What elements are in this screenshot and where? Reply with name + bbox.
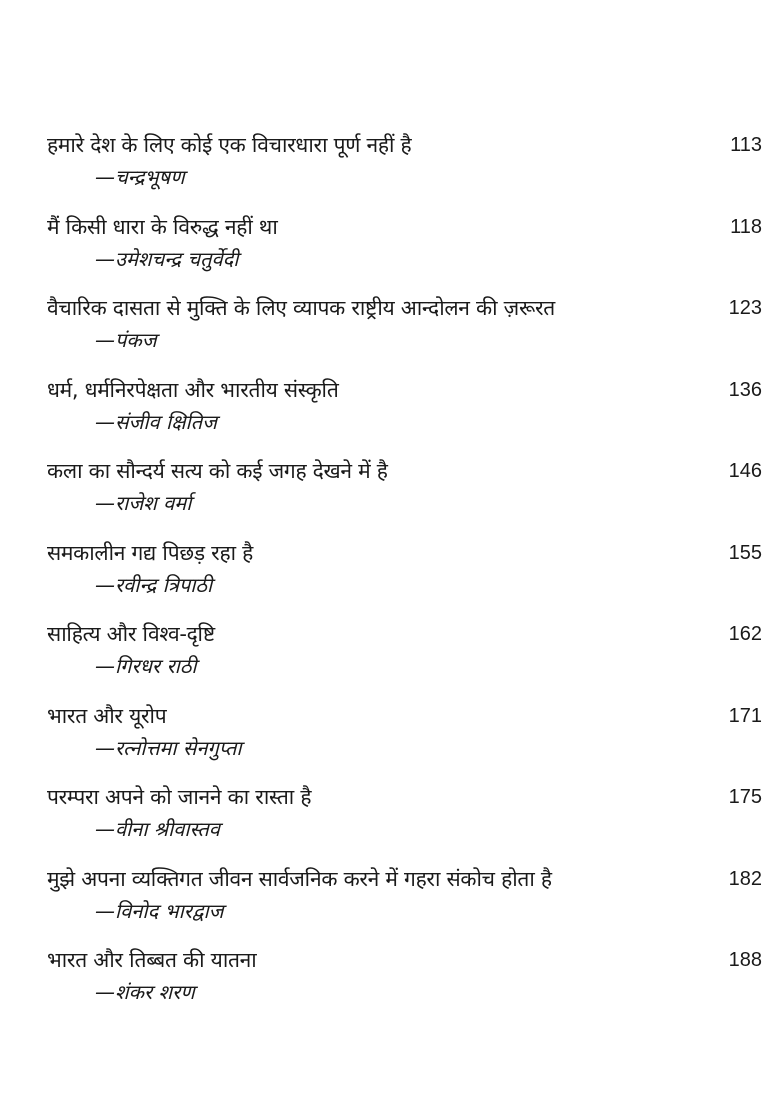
entry-author: —विनोद भारद्वाज (95, 898, 224, 923)
toc-entry[interactable] (47, 454, 762, 536)
toc-entry[interactable] (47, 373, 762, 455)
toc-entry[interactable] (47, 862, 762, 944)
toc-entry[interactable] (47, 617, 762, 699)
entry-page-number: 155 (728, 541, 762, 564)
entry-page-number: 182 (728, 867, 762, 890)
toc-entry[interactable] (47, 210, 762, 292)
entry-title: परम्परा अपने को जानने का रास्ता है (47, 785, 312, 809)
entry-title: मुझे अपना व्यक्तिगत जीवन सार्वजनिक करने में गहरा संकोच होता है (47, 866, 552, 891)
toc-entry[interactable] (47, 943, 762, 1025)
toc-entry[interactable] (47, 536, 762, 618)
entry-page-number: 162 (728, 623, 762, 645)
entry-title: वैचारिक दासता से मुक्ति के लिए व्यापक राष्ट्रीय आन्दोलन की ज़रूरत (47, 296, 555, 320)
entry-page-number: 113 (730, 134, 762, 156)
entry-title: समकालीन गद्य पिछड़ रहा है (47, 540, 253, 565)
entry-author: —चन्द्रभूषण (95, 165, 185, 189)
entry-author: —शंकर शरण (95, 980, 195, 1004)
toc-entry[interactable] (47, 699, 762, 781)
entry-title: मैं किसी धारा के विरुद्ध नहीं था (47, 214, 278, 239)
entry-page-number: 123 (728, 297, 762, 319)
entry-title: भारत और यूरोप (47, 703, 167, 728)
toc-entry[interactable] (47, 128, 762, 210)
entry-author: —उमेशचन्द्र चतुर्वेदी (95, 246, 239, 271)
entry-page-number: 136 (728, 378, 762, 401)
entry-title: हमारे देश के लिए कोई एक विचारधारा पूर्ण नहीं है (47, 133, 412, 157)
entry-title: भारत और तिब्बत की यातना (47, 948, 257, 972)
entry-page-number: 146 (728, 460, 762, 482)
entry-page-number: 171 (728, 704, 762, 727)
toc-entry[interactable] (47, 291, 762, 373)
entry-title: साहित्य और विश्व-दृष्टि (47, 622, 215, 646)
entry-author: —राजेश वर्मा (95, 491, 192, 515)
entry-author: —रवीन्द्र त्रिपाठी (95, 572, 213, 597)
entry-page-number: 188 (728, 949, 762, 971)
toc-entry[interactable] (47, 780, 762, 862)
entry-author: —गिरधर राठी (95, 654, 197, 678)
entry-author: —पंकज (95, 328, 157, 352)
entry-page-number: 175 (728, 786, 762, 808)
entry-title: धर्म, धर्मनिरपेक्षता और भारतीय संस्कृति (47, 377, 339, 402)
entry-page-number: 118 (730, 215, 762, 238)
entry-author: —रत्नोत्तमा सेनगुप्ता (95, 735, 242, 760)
entry-title: कला का सौन्दर्य सत्य को कई जगह देखने में है (47, 459, 388, 483)
entry-author: —संजीव क्षितिज (95, 409, 217, 434)
entry-author: —वीना श्रीवास्तव (95, 817, 220, 841)
table-of-contents (47, 128, 762, 1025)
